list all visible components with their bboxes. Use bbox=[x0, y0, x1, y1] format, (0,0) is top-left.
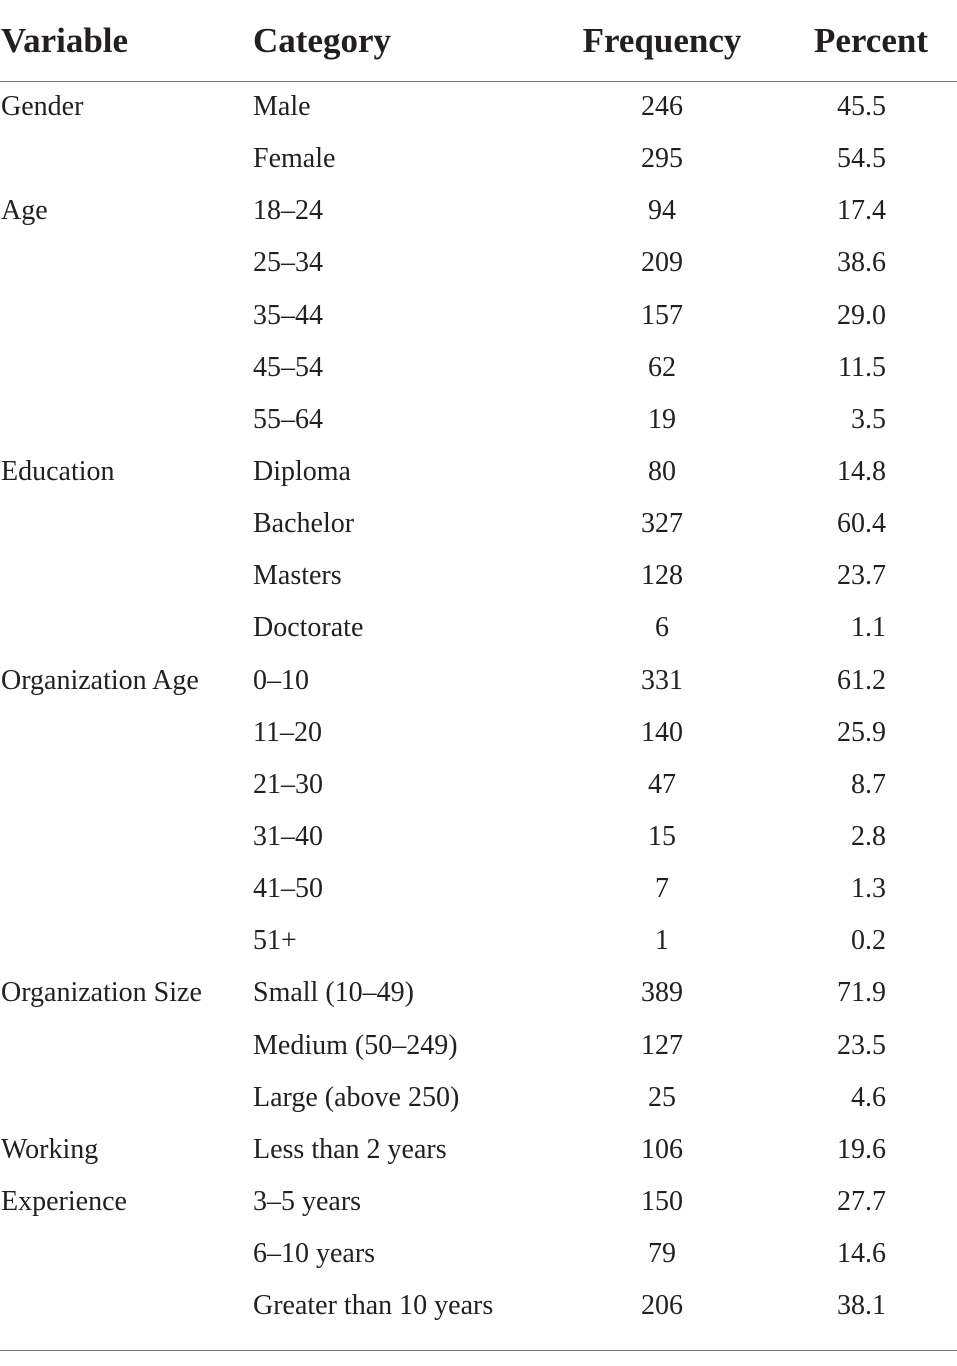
cell-percent: 14.6 bbox=[837, 1238, 886, 1270]
cell-frequency: 94 bbox=[648, 195, 676, 227]
table-row bbox=[0, 707, 957, 759]
table-row bbox=[0, 811, 957, 863]
table-row bbox=[0, 655, 957, 707]
cell-percent: 0.2 bbox=[851, 925, 886, 957]
cell-variable: Organization Age bbox=[1, 664, 199, 696]
cell-frequency: 331 bbox=[641, 664, 683, 696]
cell-percent: 61.2 bbox=[837, 664, 886, 696]
header-percent: Percent bbox=[813, 21, 928, 60]
cell-frequency: 209 bbox=[641, 247, 683, 279]
cell-frequency: 47 bbox=[648, 768, 676, 800]
table-bottom-rule bbox=[0, 1350, 957, 1351]
cell-percent: 71.9 bbox=[837, 977, 886, 1009]
cell-frequency: 7 bbox=[655, 873, 669, 905]
cell-frequency: 150 bbox=[641, 1185, 683, 1217]
cell-frequency: 127 bbox=[641, 1029, 683, 1061]
cell-category: Diploma bbox=[253, 455, 351, 487]
cell-frequency: 79 bbox=[648, 1238, 676, 1270]
cell-frequency: 206 bbox=[641, 1290, 683, 1322]
cell-category: 21–30 bbox=[253, 768, 323, 800]
cell-frequency: 246 bbox=[641, 91, 683, 122]
cell-variable: Organization Size bbox=[1, 977, 202, 1009]
table-row bbox=[0, 1124, 957, 1176]
table-row bbox=[0, 446, 957, 498]
cell-percent: 3.5 bbox=[851, 403, 886, 435]
table-row bbox=[0, 759, 957, 811]
cell-percent: 1.1 bbox=[851, 612, 886, 644]
cell-frequency: 389 bbox=[641, 977, 683, 1009]
cell-frequency: 15 bbox=[648, 820, 676, 852]
table-row bbox=[0, 81, 957, 133]
cell-category: 31–40 bbox=[253, 820, 323, 852]
table-row bbox=[0, 1176, 957, 1228]
cell-category: 41–50 bbox=[253, 873, 323, 905]
cell-category: 0–10 bbox=[253, 664, 309, 696]
cell-percent: 17.4 bbox=[837, 195, 886, 227]
cell-percent: 25.9 bbox=[837, 716, 886, 748]
cell-percent: 8.7 bbox=[851, 768, 886, 800]
cell-frequency: 1 bbox=[655, 925, 669, 957]
cell-variable: Experience bbox=[1, 1185, 127, 1217]
table-row bbox=[0, 498, 957, 550]
cell-category: Greater than 10 years bbox=[253, 1290, 494, 1322]
cell-category: Bachelor bbox=[253, 508, 355, 540]
cell-category: Large (above 250) bbox=[253, 1081, 460, 1113]
table-row bbox=[0, 342, 957, 394]
header-category: Category bbox=[253, 21, 392, 60]
cell-variable: Age bbox=[1, 195, 48, 227]
cell-variable: Working bbox=[1, 1133, 99, 1165]
cell-category: 35–44 bbox=[253, 299, 323, 331]
cell-frequency: 62 bbox=[648, 351, 676, 383]
table-row bbox=[0, 550, 957, 602]
cell-frequency: 140 bbox=[641, 716, 683, 748]
cell-category: Male bbox=[253, 91, 311, 122]
table-row bbox=[0, 1228, 957, 1280]
cell-category: 18–24 bbox=[253, 195, 323, 227]
table-row bbox=[0, 394, 957, 446]
cell-percent: 14.8 bbox=[837, 455, 886, 487]
cell-category: 25–34 bbox=[253, 247, 323, 279]
cell-category: Doctorate bbox=[253, 612, 364, 644]
cell-frequency: 128 bbox=[641, 560, 683, 592]
cell-variable: Gender bbox=[1, 91, 84, 122]
cell-variable: Education bbox=[1, 455, 115, 487]
cell-category: Masters bbox=[253, 560, 342, 592]
cell-category: 45–54 bbox=[253, 351, 323, 383]
cell-percent: 2.8 bbox=[851, 820, 886, 852]
table-row bbox=[0, 863, 957, 915]
cell-frequency: 80 bbox=[648, 455, 676, 487]
cell-percent: 27.7 bbox=[837, 1185, 886, 1217]
cell-category: Less than 2 years bbox=[253, 1133, 447, 1165]
header-variable: Variable bbox=[1, 21, 129, 60]
cell-percent: 45.5 bbox=[837, 91, 886, 122]
cell-frequency: 327 bbox=[641, 508, 683, 540]
table-row bbox=[0, 1072, 957, 1124]
cell-percent: 54.5 bbox=[837, 143, 886, 175]
cell-percent: 29.0 bbox=[837, 299, 886, 331]
table-header bbox=[0, 0, 957, 82]
cell-percent: 23.5 bbox=[837, 1029, 886, 1061]
cell-percent: 60.4 bbox=[837, 508, 886, 540]
cell-frequency: 25 bbox=[648, 1081, 676, 1113]
cell-percent: 38.6 bbox=[837, 247, 886, 279]
cell-category: 6–10 years bbox=[253, 1238, 376, 1270]
cell-category: Medium (50–249) bbox=[253, 1029, 458, 1061]
cell-frequency: 295 bbox=[641, 143, 683, 175]
cell-frequency: 19 bbox=[648, 403, 676, 435]
table-row bbox=[0, 1280, 957, 1332]
cell-percent: 11.5 bbox=[838, 351, 886, 383]
table-row bbox=[0, 237, 957, 289]
cell-frequency: 6 bbox=[655, 612, 669, 644]
table-row bbox=[0, 967, 957, 1019]
cell-category: 51+ bbox=[253, 925, 297, 957]
cell-percent: 23.7 bbox=[837, 560, 886, 592]
header-frequency: Frequency bbox=[582, 21, 742, 60]
cell-frequency: 106 bbox=[641, 1133, 683, 1165]
table-row bbox=[0, 290, 957, 342]
cell-percent: 19.6 bbox=[837, 1133, 886, 1165]
cell-category: Female bbox=[253, 143, 336, 175]
cell-category: 3–5 years bbox=[253, 1185, 362, 1217]
cell-percent: 38.1 bbox=[837, 1290, 886, 1322]
table-body bbox=[0, 81, 957, 1332]
table-row bbox=[0, 185, 957, 237]
cell-frequency: 157 bbox=[641, 299, 683, 331]
table-row bbox=[0, 1020, 957, 1072]
cell-category: 11–20 bbox=[253, 716, 322, 748]
table-row bbox=[0, 602, 957, 654]
cell-category: Small (10–49) bbox=[253, 977, 414, 1009]
table-row bbox=[0, 133, 957, 185]
cell-percent: 4.6 bbox=[851, 1081, 886, 1113]
table-row bbox=[0, 915, 957, 967]
cell-percent: 1.3 bbox=[851, 873, 886, 905]
cell-category: 55–64 bbox=[253, 403, 323, 435]
